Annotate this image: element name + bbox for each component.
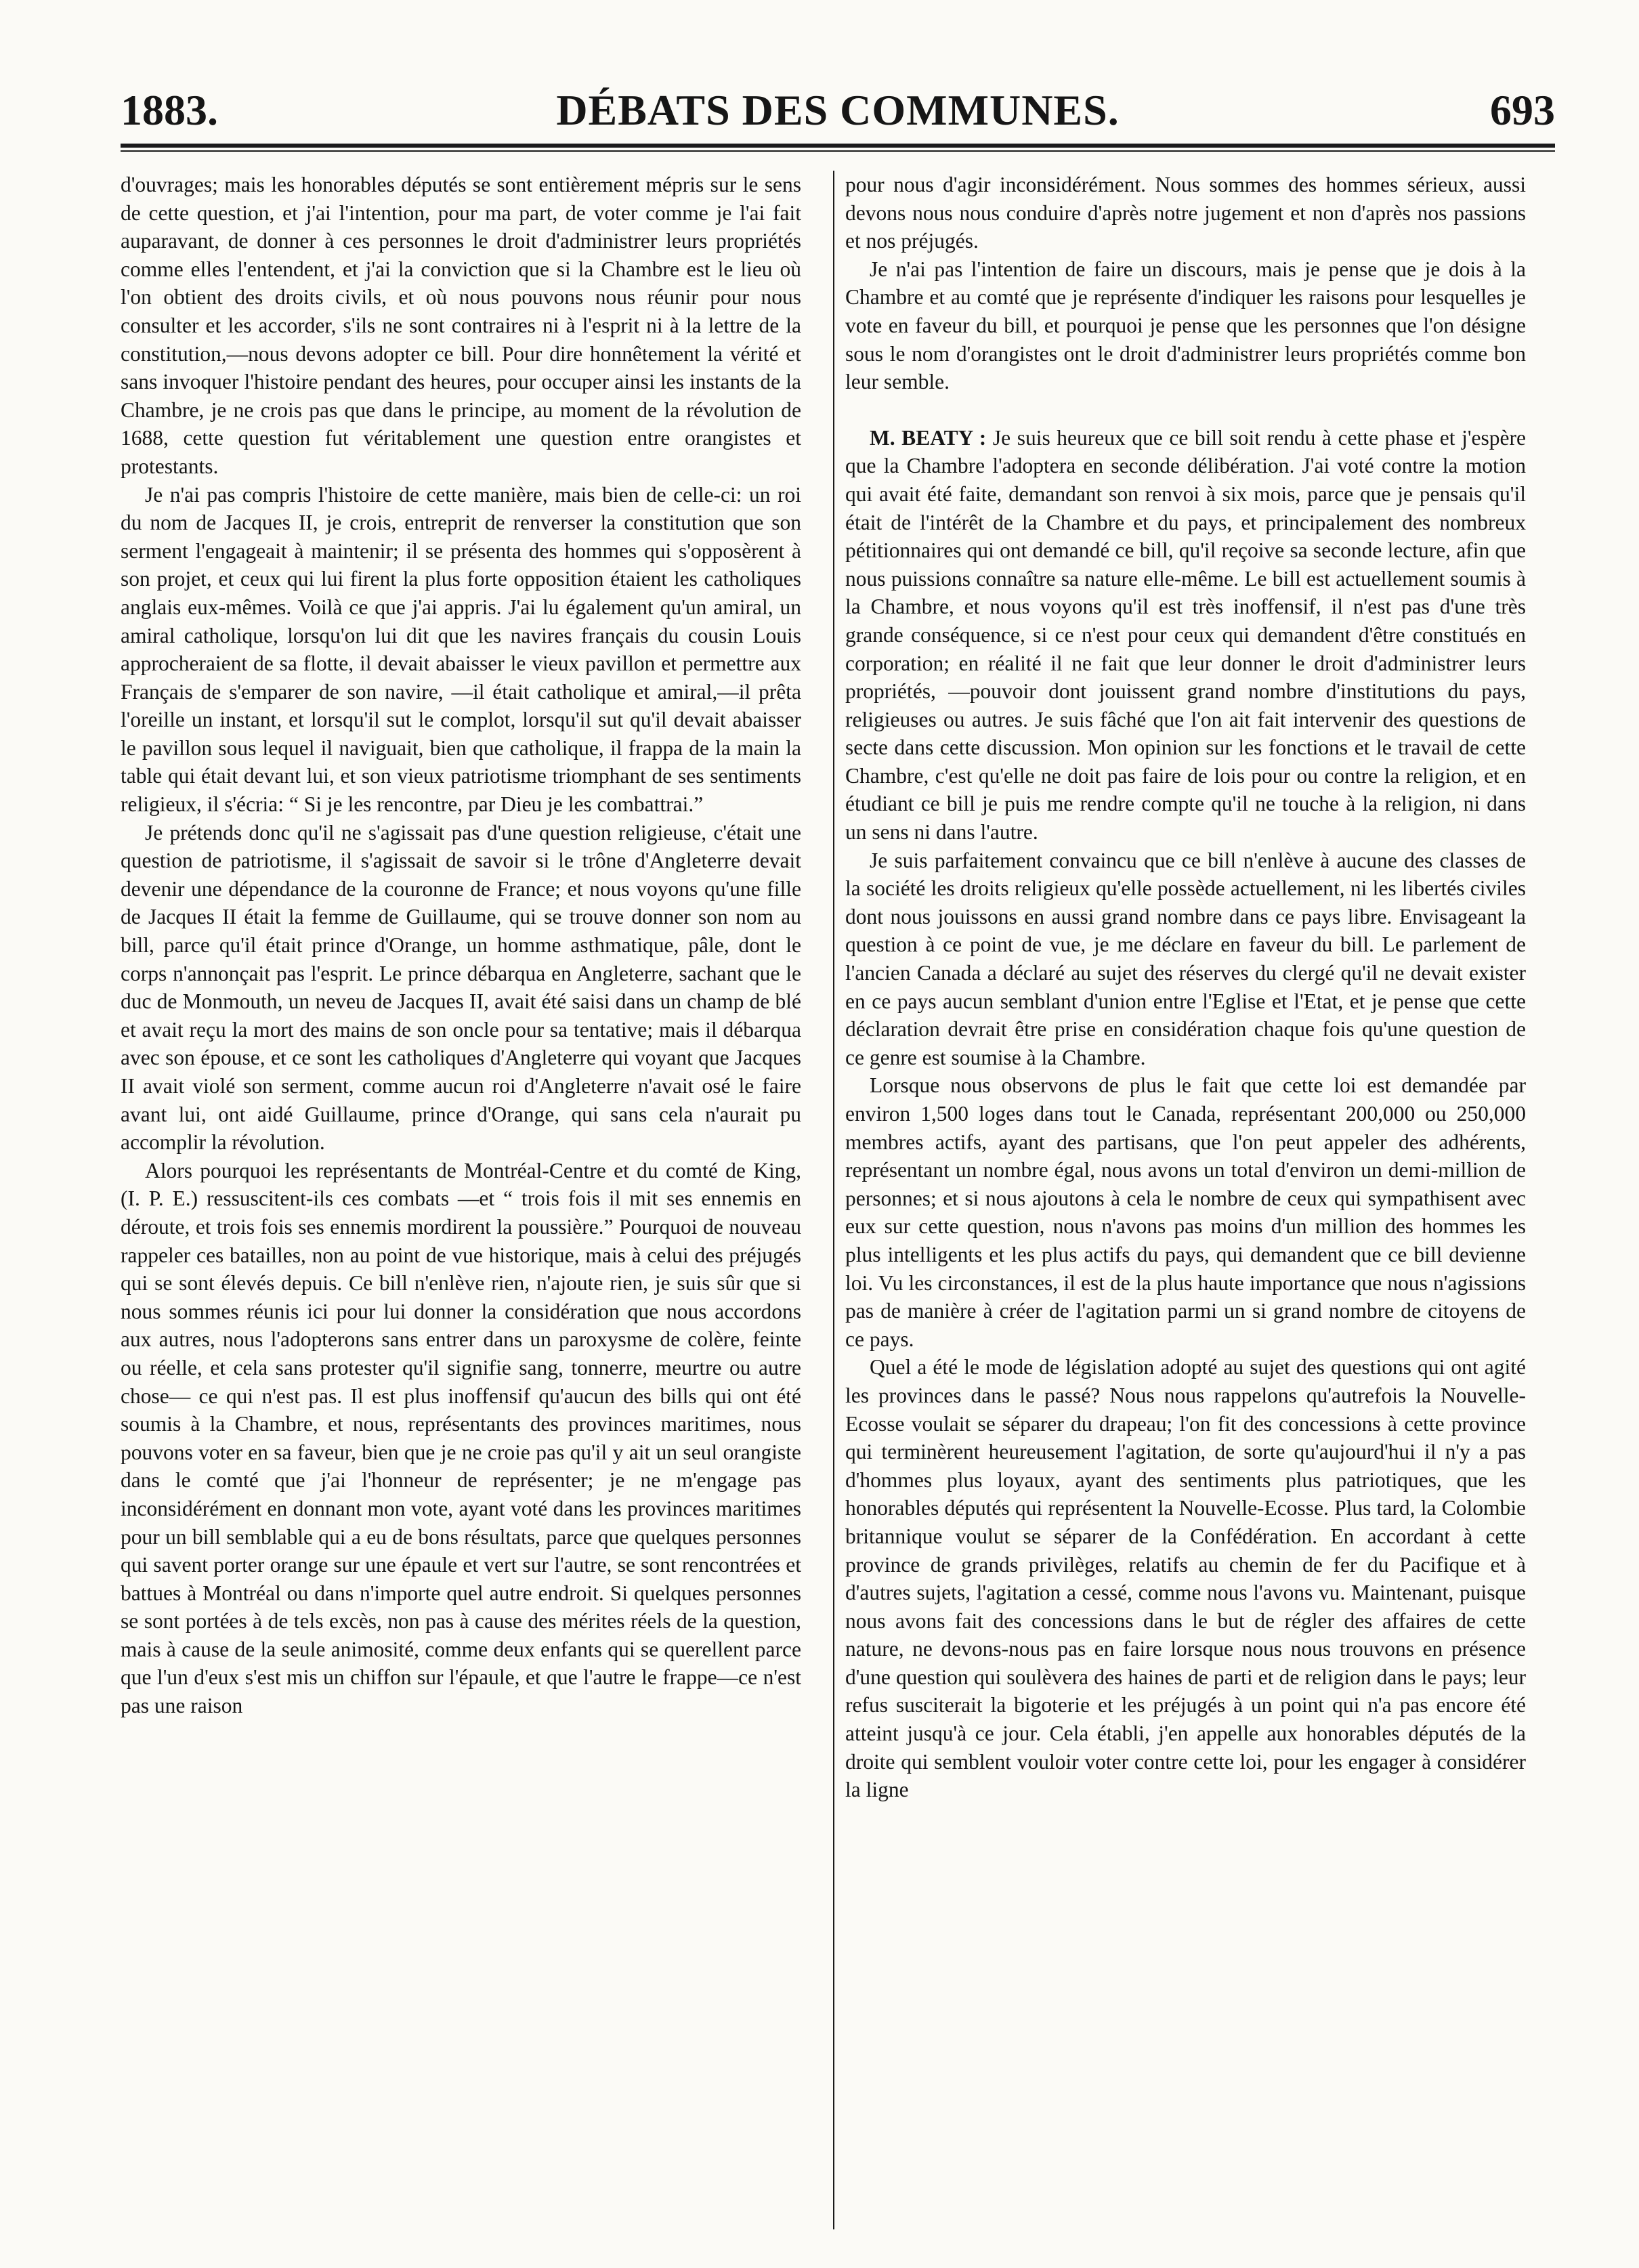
page-year: 1883.	[121, 86, 218, 134]
page-header	[121, 80, 1555, 141]
header-rule	[121, 144, 1555, 148]
column-divider	[833, 171, 834, 2229]
speech-paragraph	[845, 424, 1526, 847]
paragraph: Je n'ai pas l'intention de faire un discours, mais je pense que je dois à la Chambre et au comté que je représente d'indiquer les raisons pour lesquelles je vote en faveur du bill, et pourquoi je pense que les personnes que l'on désigne sous le nom d'orangistes ont le droit d'administrer leurs propriétés comme bon leur semble.	[845, 257, 1526, 394]
right-column	[845, 171, 1526, 2229]
speech-text: Je suis heureux que ce bill soit rendu à cette phase et j'espère que la Chambre l'adoptera en seconde délibération. J'ai voté contre la motion qui avait été faite, demandant son renvoi à six mois, parce que je pensais qu'il était de l'intérêt de la Chambre et du pays, et principalement des nombreux pétitionnaires qui ont demandé ce bill, qu'il reçoive sa seconde lecture, afin que nous puissions connaître sa nature elle-même. Le bill est actuellement soumis à la Chambre, et nous voyons qu'il est très inoffensif, il n'est pas d'une très grande conséquence, si ce n'est pour ceux qui demandent d'être constitués en corporation; en réalité il ne fait que leur donner le droit d'administrer leurs propriétés, —pouvoir dont jouissent grand nombre d'institutions du pays, religieuses ou autres. Je suis fâché que l'on ait fait intervenir des questions de secte dans cette discussion. Mon opinion sur les fonctions et le travail de cette Chambre, c'est qu'elle ne doit pas faire de lois pour ou contre la religion, et en étudiant ce bill je puis me rendre compte qu'il ne touche à la religion, ni dans un sens ni dans l'autre.	[845, 425, 1526, 844]
paragraph: Quel a été le mode de législation adopté au sujet des questions qui ont agité les provinces dans le passé? Nous nous rappelons qu'autrefois la Nouvelle-Ecosse voulait se séparer du drapeau; l'on fit des concessions à cette province qui terminèrent heureusement l'agitation, de sorte qu'aujourd'hui il n'y a pas d'hommes plus loyaux, ayant des sentiments plus patriotiques, que les honorables députés qui représentent la Nouvelle-Ecosse. Plus tard, la Colombie britannique voulut se séparer de la Confédération. En accordant à cette province de grands privilèges, relatifs au chemin de fer du Pacifique et à d'autres sujets, l'agitation a cessé, comme nous l'avons vu. Maintenant, puisque nous avons fait des concessions dans le but de régler des affaires de cette nature, ne devons-nous pas en faire lorsque nous nous trouvons en présence d'une question qui soulèvera des haines de parti et de religion dans le pays; leur refus susciterait la bigoterie et les préjugés à un point qui n'a pas encore été atteint jusqu'à ce jour. Cela établi, j'en appelle aux honorables députés de la droite qui semblent vouloir voter contre cette loi, pour les engager à considérer la ligne	[845, 1355, 1526, 1802]
speaker-name: M. BEATY :	[870, 425, 987, 450]
paragraph: Je n'ai pas compris l'histoire de cette manière, mais bien de celle-ci: un roi du nom de Jacques II, je crois, entreprit de renverser la constitution que son serment l'engageait à maintenir; il se présenta des hommes qui s'opposèrent à son projet, et ceux qui lui firent la plus forte opposition étaient les catholiques anglais eux-mêmes. Voilà ce que j'ai appris. J'ai lu également qu'un amiral, un amiral catholique, lorsqu'on lui dit que les navires français du cousin Louis approcheraient de sa flotte, il devait abaisser le vieux pavillon et permettre aux Français de s'emparer de son navire, —il était catholique et amiral,—il prêta l'oreille un instant, et lorsqu'il sut le complot, lorsqu'il sut qu'il devait abaisser le pavillon sous lequel il naviguait, bien que catholique, il frappa de la main la table qui était devant lui, et son vieux patriotisme triomphant de ses sentiments religieux, il s'écria: “ Si je les rencontre, par Dieu je les combattrai.”	[121, 482, 801, 817]
paragraph: Je suis parfaitement convaincu que ce bill n'enlève à aucune des classes de la société les droits religieux qu'elle possède actuellement, ni les libertés civiles dont nous jouissons en aussi grand nombre dans ce pays libre. Envisageant la question à ce point de vue, je me déclare en faveur du bill. Le parlement de l'ancien Canada a déclaré au sujet des réserves du clergé qu'il ne devait exister en ce pays aucun semblant d'union entre l'Eglise et l'Etat, et je pense que cette déclaration devrait être prise en considération chaque fois qu'une question de ce genre est soumise à la Chambre.	[845, 848, 1526, 1069]
page-number: 693	[1490, 86, 1555, 134]
paragraph: Alors pourquoi les représentants de Montréal-Centre et du comté de King, (I. P. E.) ressuscitent-ils ces combats —et “ trois fois il mit ses ennemis en déroute, et trois fois ses ennemis mordirent la poussière.” Pourquoi de nouveau rappeler ces batailles, non au point de vue historique, mais à celui des préjugés qui se sont élevés depuis. Ce bill n'enlève rien, n'ajoute rien, je suis sûr que si nous sommes réunis ici pour lui donner la considération que nous accordons aux autres, nous l'adopterons sans entrer dans un paroxysme de colère, feinte ou réelle, et cela sans protester qu'il signifie sang, tonnerre, meurtre ou autre chose— ce qui n'est pas. Il est plus inoffensif qu'aucun des bills qui ont été soumis à la Chambre, et nous, représentants des provinces maritimes, nous pouvons voter en sa faveur, bien que je ne croie pas qu'il y ait un seul orangiste dans le comté que j'ai l'honneur de représenter; je ne m'engage pas inconsidérément en donnant mon vote, ayant voté dans les provinces maritimes pour un bill semblable qui a eu de bons résultats, parce que quelques personnes qui savent porter orange sur une épaule et vert sur l'autre, se sont rencontrées et battues à Montréal ou dans n'importe quel autre endroit. Si quelques personnes se sont portées à de tels excès, non pas à cause des mérites réels de la question, mais à cause de la seule animosité, comme deux enfants qui se querellent parce que l'un d'eux s'est mis un chiffon sur l'épaule, et que l'autre le frappe—ce n'est pas une raison	[121, 1158, 801, 1718]
paragraph: Lorsque nous observons de plus le fait que cette loi est demandée par environ 1,500 loges dans tout le Canada, représentant 200,000 ou 250,000 membres actifs, ayant des partisans, que l'on peut appeler des adhérents, représentant un nombre égal, nous avons un total d'environ un demi-million de personnes; et si nous ajoutons à cela le nombre de ceux qui sympathisent avec eux sur cette question, nous n'avons pas moins d'un million des hommes les plus intelligents et les plus actifs du pays, qui demandent que ce bill devienne loi. Vu les circonstances, il est de la plus haute importance que nous n'agissions pas de manière à créer de l'agitation parmi un si grand nombre de citoyens de ce pays.	[845, 1073, 1526, 1351]
page-title: DÉBATS DES COMMUNES.	[556, 86, 1120, 134]
paragraph: Je prétends donc qu'il ne s'agissait pas d'une question religieuse, c'était une question de patriotisme, il s'agissait de savoir si le trône d'Angleterre devait devenir une dépendance de la couronne de France; et nous voyons qu'une fille de Jacques II était la femme de Guillaume, qui se trouve donner son nom au bill, parce qu'il était prince d'Orange, un homme asthmatique, pâle, dont le corps n'annonçait pas l'esprit. Le prince débarqua en Angleterre, sachant que le duc de Monmouth, un neveu de Jacques II, avait été saisi dans un champ de blé et avait reçu la mort des mains de son oncle pour sa tentative; mais il débarqua avec son épouse, et ce sont les catholiques d'Angleterre qui voyant que Jacques II avait violé son serment, comme aucun roi d'Angleterre n'avait osé le faire avant lui, ont aidé Guillaume, prince d'Orange, qui sans cela n'aurait pu accomplir la révolution.	[121, 820, 801, 1155]
left-column	[121, 171, 801, 2229]
header-rule-thin	[121, 150, 1555, 152]
paragraph: d'ouvrages; mais les honorables députés se sont entièrement mépris sur le sens de cette question, et j'ai l'intention, pour ma part, de voter comme je l'ai fait auparavant, de donner à ces personnes le droit d'administrer leurs propriétés comme elles l'entendent, et j'ai la conviction que si la Chambre est le lieu où l'on obtient des droits civils, et où nous pouvons nous réunir pour nous consulter et les accorder, s'ils ne sont contraires ni à l'esprit ni à la lettre de la constitution,—nous devons adopter ce bill. Pour dire honnêtement la vérité et sans invoquer l'histoire pendant des heures, pour occuper ainsi les instants de la Chambre, je ne crois pas que dans le principe, au moment de la révolution de 1688, cette question fut véritablement une question entre orangistes et protestants.	[121, 173, 801, 478]
paragraph: pour nous d'agir inconsidérément. Nous sommes des hommes sérieux, aussi devons nous nous conduire d'après notre jugement et non d'après nos passions et nos préjugés.	[845, 173, 1526, 253]
